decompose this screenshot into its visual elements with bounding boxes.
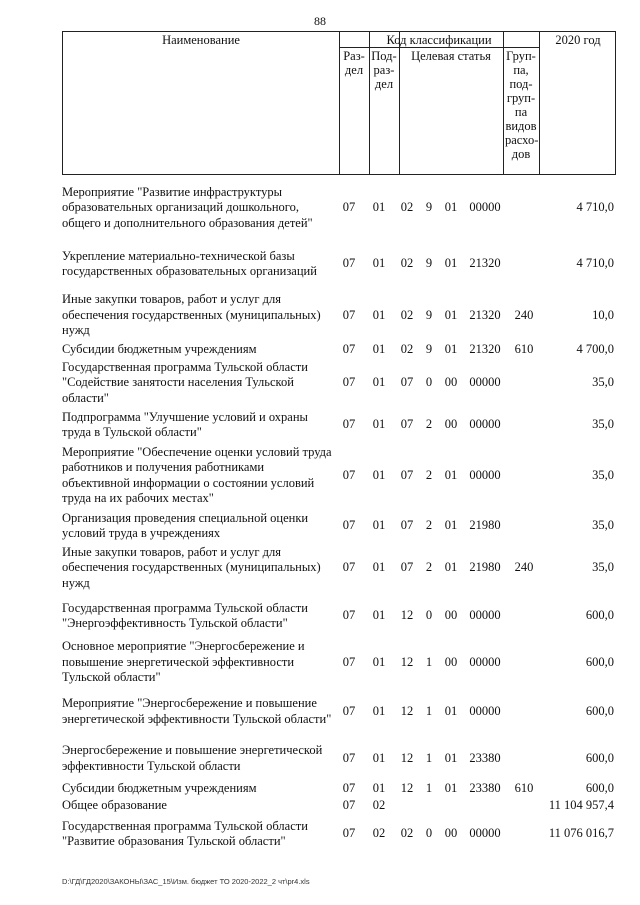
row-cs1: 02 [400,826,414,841]
row-cs2: 1 [425,750,433,765]
row-cs2: 1 [425,780,433,795]
row-razdel: 07 [342,200,356,215]
row-cs1: 12 [400,654,414,669]
row-amount: 35,0 [592,518,614,533]
table-row [62,442,622,509]
table-row [62,408,622,442]
row-name: Субсидии бюджетным учреждениям [62,341,257,356]
row-cs3: 00 [444,375,458,390]
header-podrazdel: Под- раз- дел [371,49,397,91]
row-cs1: 07 [400,518,414,533]
row-podrazdel: 01 [372,703,386,718]
row-razdel: 07 [342,780,356,795]
row-podrazdel: 01 [372,256,386,271]
row-cs1: 12 [400,703,414,718]
table-header [62,31,616,175]
row-cs3: 01 [444,256,458,271]
row-cs1: 07 [400,467,414,482]
row-podrazdel: 02 [372,797,386,812]
row-razdel: 07 [342,256,356,271]
row-cs2: 0 [425,375,433,390]
header-target: Целевая статья [411,49,491,63]
row-vid: 240 [514,307,534,322]
row-cs2: 2 [425,417,433,432]
row-cs2: 9 [425,256,433,271]
table-row [62,178,622,238]
row-cs4: 00000 [469,826,501,841]
row-amount: 4 710,0 [576,200,614,215]
row-podrazdel: 01 [372,467,386,482]
row-podrazdel: 01 [372,654,386,669]
header-classification: Код классификации [386,33,492,47]
row-vid: 610 [514,780,534,795]
row-cs2: 2 [425,518,433,533]
row-cs3: 01 [444,780,458,795]
row-name: Иные закупки товаров, работ и услуг для обеспечения государственных (муниципальных) нужд [62,292,321,338]
budget-table [62,178,622,854]
row-cs3: 01 [444,467,458,482]
row-razdel: 07 [342,518,356,533]
row-name: Общее образование [62,797,167,812]
row-amount: 35,0 [592,375,614,390]
row-amount: 600,0 [585,750,614,765]
row-cs1: 02 [400,341,414,356]
row-razdel: 07 [342,703,356,718]
row-podrazdel: 01 [372,518,386,533]
table-row [62,543,622,593]
file-path-footer: D:\ГД\ГД2020\ЗАКОНЫ\ЗАС_15\Изм. бюджет ТО 2020-2022_2 чт\pr4.xls [62,877,310,886]
row-cs4: 23380 [469,750,501,765]
row-podrazdel: 01 [372,417,386,432]
row-cs3: 01 [444,750,458,765]
row-cs2: 1 [425,654,433,669]
row-cs2: 9 [425,200,433,215]
header-name: Наименование [162,33,240,47]
row-cs4: 00000 [469,467,501,482]
row-cs4: 21980 [469,518,501,533]
row-razdel: 07 [342,307,356,322]
row-cs4: 23380 [469,780,501,795]
row-cs3: 01 [444,200,458,215]
row-cs4: 00000 [469,608,501,623]
row-amount: 600,0 [585,703,614,718]
row-amount: 11 104 957,4 [548,797,614,812]
row-amount: 35,0 [592,467,614,482]
row-cs4: 21320 [469,341,501,356]
row-podrazdel: 01 [372,560,386,575]
table-row [62,341,622,358]
row-cs2: 9 [425,307,433,322]
row-cs3: 00 [444,654,458,669]
row-amount: 11 076 016,7 [548,826,614,841]
row-cs2: 0 [425,608,433,623]
row-cs2: 1 [425,703,433,718]
row-cs3: 00 [444,417,458,432]
row-podrazdel: 01 [372,780,386,795]
row-cs2: 2 [425,467,433,482]
row-name: Организация проведения специальной оценки условий труда в учреждениях [62,510,309,540]
row-cs3: 01 [444,703,458,718]
row-podrazdel: 01 [372,307,386,322]
table-row [62,509,622,543]
table-row [62,814,622,854]
row-razdel: 07 [342,560,356,575]
row-razdel: 07 [342,797,356,812]
row-name: Государственная программа Тульской области "Энергоэффективность Тульской области" [62,600,308,630]
row-cs4: 00000 [469,200,501,215]
row-vid: 610 [514,341,534,356]
row-cs4: 00000 [469,654,501,669]
row-razdel: 07 [342,608,356,623]
row-name: Субсидии бюджетным учреждениям [62,780,257,795]
row-podrazdel: 01 [372,200,386,215]
row-amount: 35,0 [592,560,614,575]
row-cs4: 21980 [469,560,501,575]
row-cs2: 2 [425,560,433,575]
row-podrazdel: 01 [372,341,386,356]
row-amount: 600,0 [585,780,614,795]
table-row [62,290,622,341]
row-cs1: 07 [400,417,414,432]
row-razdel: 07 [342,826,356,841]
row-razdel: 07 [342,375,356,390]
row-name: Основное мероприятие "Энергосбережение и повышение энергетической эффективности Тульской области" [62,639,305,685]
row-razdel: 07 [342,654,356,669]
row-cs4: 00000 [469,703,501,718]
row-razdel: 07 [342,750,356,765]
table-row [62,358,622,408]
table-row [62,238,622,290]
header-group: Груп- па, под- груп- па видов расхо- дов [505,49,539,161]
table-row [62,737,622,780]
row-amount: 600,0 [585,608,614,623]
row-cs4: 00000 [469,417,501,432]
row-name: Укрепление материально-технической базы государственных образовательных организаций [62,248,317,278]
row-cs1: 12 [400,750,414,765]
row-razdel: 07 [342,417,356,432]
row-podrazdel: 01 [372,375,386,390]
row-cs4: 21320 [469,307,501,322]
row-cs3: 01 [444,560,458,575]
row-amount: 4 710,0 [576,256,614,271]
row-podrazdel: 01 [372,608,386,623]
row-razdel: 07 [342,467,356,482]
row-cs1: 12 [400,608,414,623]
header-year: 2020 год [555,33,601,47]
row-vid: 240 [514,560,534,575]
row-cs1: 07 [400,560,414,575]
table-row [62,593,622,639]
row-cs2: 9 [425,341,433,356]
row-cs1: 02 [400,307,414,322]
table-row [62,797,622,814]
row-cs2: 0 [425,826,433,841]
row-amount: 600,0 [585,654,614,669]
row-cs1: 02 [400,256,414,271]
row-name: Мероприятие "Развитие инфраструктуры образовательных организаций дошкольного, общего и дополнительного образования детей" [62,184,313,230]
row-cs3: 01 [444,307,458,322]
row-name: Иные закупки товаров, работ и услуг для обеспечения государственных (муниципальных) нужд [62,544,321,590]
row-cs1: 07 [400,375,414,390]
row-name: Государственная программа Тульской области "Развитие образования Тульской области" [62,818,308,848]
page-number: 88 [314,14,326,28]
row-podrazdel: 01 [372,750,386,765]
row-amount: 4 700,0 [576,341,614,356]
table-row [62,686,622,737]
table-row [62,780,622,797]
row-cs4: 00000 [469,375,501,390]
row-name: Государственная программа Тульской области "Содействие занятости населения Тульской области" [62,359,308,405]
row-name: Мероприятие "Энергосбережение и повышение энергетической эффективности Тульской области" [62,696,332,726]
row-cs3: 00 [444,608,458,623]
row-name: Мероприятие "Обеспечение оценки условий труда работников и получения работниками объективной информации о состоянии условий труда на их рабочих местах" [62,444,332,505]
row-amount: 35,0 [592,417,614,432]
row-name: Энергосбережение и повышение энергетической эффективности Тульской области [62,743,323,773]
row-cs1: 02 [400,200,414,215]
row-amount: 10,0 [592,307,614,322]
row-name: Подпрограмма "Улучшение условий и охраны труда в Тульской области" [62,409,308,439]
row-cs3: 01 [444,341,458,356]
row-cs3: 00 [444,826,458,841]
row-cs1: 12 [400,780,414,795]
table-row [62,639,622,686]
header-razdel: Раз- дел [343,49,365,77]
row-podrazdel: 02 [372,826,386,841]
row-cs4: 21320 [469,256,501,271]
row-cs3: 01 [444,518,458,533]
row-razdel: 07 [342,341,356,356]
